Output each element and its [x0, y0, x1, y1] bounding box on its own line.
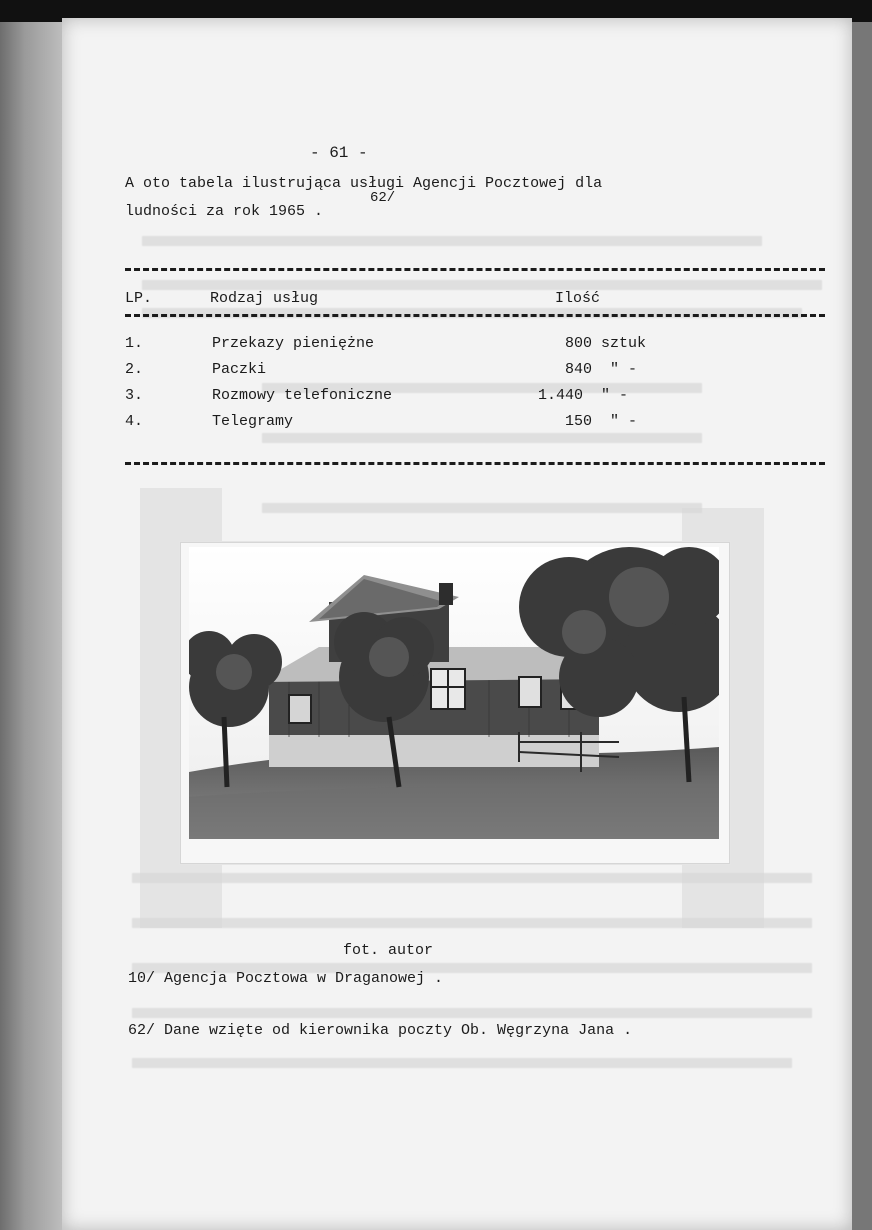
row-qty: 840 " - — [565, 361, 638, 378]
table-header-qty: Ilość — [555, 290, 601, 307]
table-rule-header — [125, 314, 825, 317]
row-type: Telegramy — [212, 413, 294, 430]
footnote: 62/ Dane wzięte od kierownika poczty Ob. Węgrzyna Jana . — [128, 1022, 633, 1039]
table-header-lp: LP. — [125, 290, 153, 307]
intro-line-2: ludności za rok 1965 . — [125, 203, 324, 220]
table-rule-top — [125, 268, 825, 271]
intro-line-1: A oto tabela ilustrująca usługi Agencji Pocztowej dla — [125, 175, 603, 192]
photo-print — [180, 542, 730, 864]
photo-caption: 10/ Agencja Pocztowa w Draganowej . — [128, 970, 444, 987]
row-lp: 2. — [125, 361, 144, 378]
row-qty: 800 sztuk — [565, 335, 647, 352]
photo-credit: fot. autor — [343, 942, 434, 959]
footnote-reference: 62/ — [370, 190, 396, 206]
row-type: Paczki — [212, 361, 267, 378]
house-photo — [189, 547, 719, 839]
scan-left-edge — [0, 22, 62, 1230]
row-qty: 1.440 " - — [538, 387, 629, 404]
row-lp: 1. — [125, 335, 144, 352]
row-type: Rozmowy telefoniczne — [212, 387, 393, 404]
row-type: Przekazy pieniężne — [212, 335, 375, 352]
table-rule-bottom — [125, 462, 825, 465]
row-lp: 4. — [125, 413, 144, 430]
row-lp: 3. — [125, 387, 144, 404]
row-qty: 150 " - — [565, 413, 638, 430]
scan-right-edge — [852, 22, 872, 1230]
table-header-type: Rodzaj usług — [210, 290, 319, 307]
page-number: - 61 - — [310, 144, 368, 162]
